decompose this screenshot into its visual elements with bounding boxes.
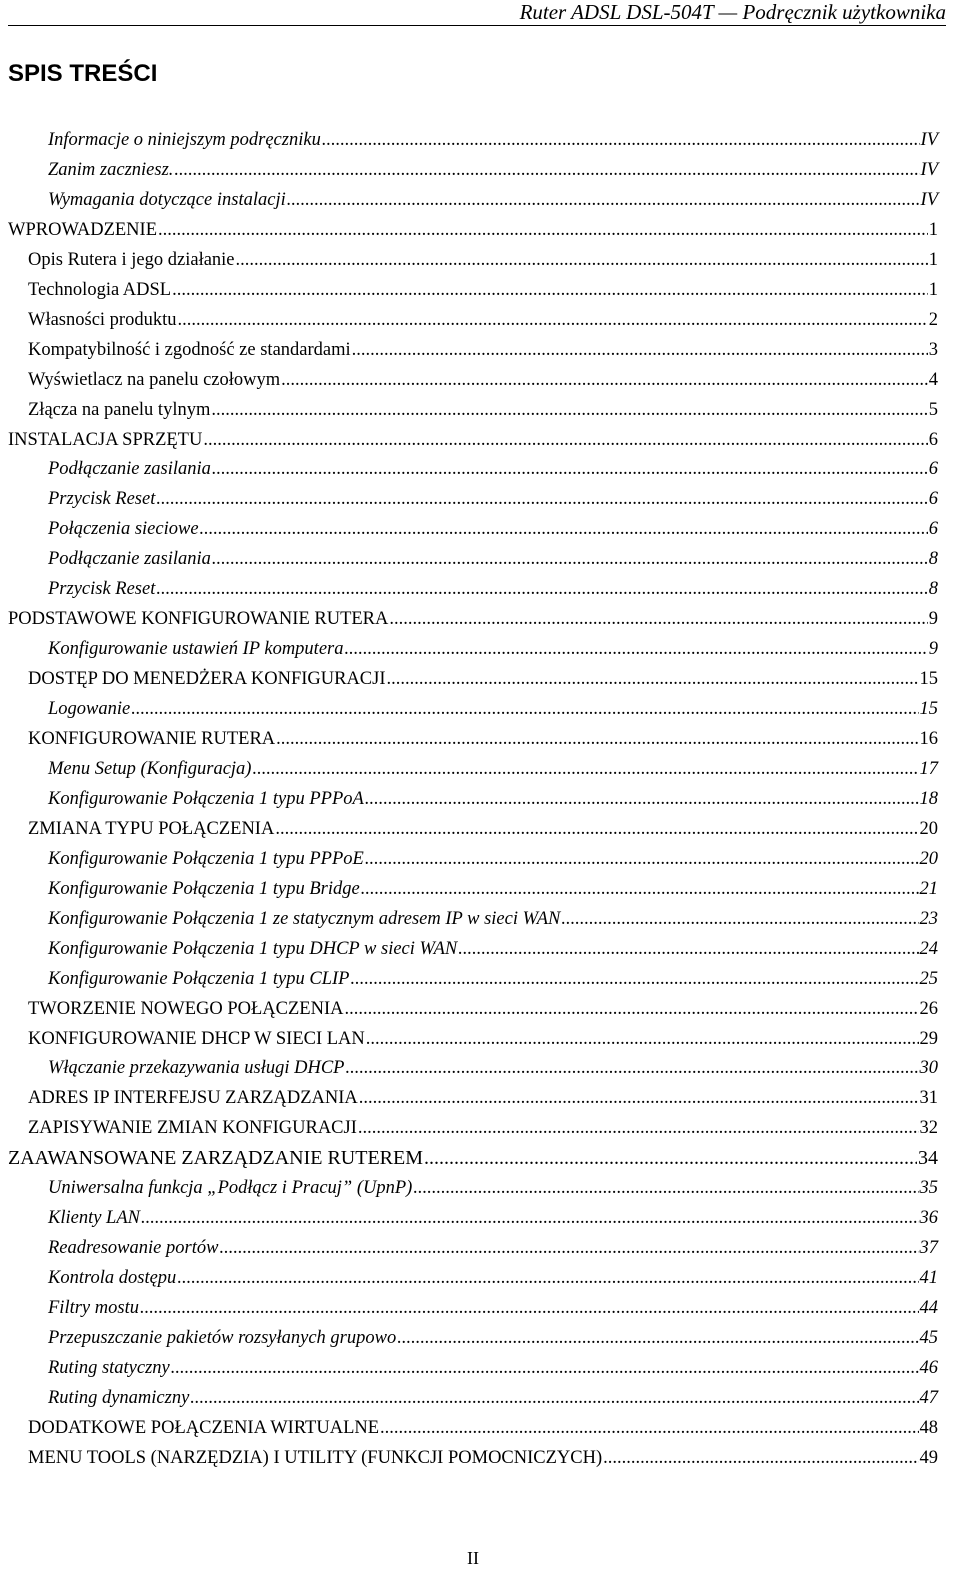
toc-entry-title: Ruting statyczny bbox=[48, 1357, 170, 1378]
toc-entry-title: Konfigurowanie ustawień IP komputera bbox=[48, 639, 344, 660]
toc-leader-dots bbox=[389, 607, 927, 631]
toc-entry-page: 24 bbox=[919, 938, 938, 959]
toc-entry-title: Informacje o niniejszym podręczniku bbox=[48, 130, 321, 150]
toc-leader-dots bbox=[236, 248, 928, 272]
toc-entry-page: 18 bbox=[919, 788, 938, 809]
toc-entry-title: Readresowanie portów bbox=[48, 1238, 219, 1259]
toc-leader-dots bbox=[172, 278, 928, 302]
toc-leader-dots bbox=[365, 787, 919, 811]
toc-entry-page: 17 bbox=[919, 758, 938, 779]
toc-entry-page: IV bbox=[920, 159, 938, 180]
toc-entry-title: Połączenia sieciowe bbox=[48, 519, 199, 540]
toc-entry-page: 47 bbox=[919, 1387, 938, 1408]
toc-leader-dots bbox=[344, 997, 918, 1021]
toc-entry-page: 20 bbox=[919, 848, 938, 869]
toc-entry-page: 45 bbox=[919, 1328, 938, 1348]
toc-entry-page: 26 bbox=[919, 998, 938, 1019]
toc-entry-title: ADRES IP INTERFEJSU ZARZĄDZANIA bbox=[28, 1088, 358, 1109]
toc-entry-title: Podłączanie zasilania bbox=[48, 459, 211, 480]
toc-entry[interactable] bbox=[28, 1086, 938, 1110]
toc-entry[interactable] bbox=[48, 787, 938, 811]
toc-entry-page: 2 bbox=[928, 309, 938, 330]
toc-entry-page: 6 bbox=[928, 459, 938, 480]
toc-leader-dots bbox=[203, 428, 927, 452]
toc-entry-page: 30 bbox=[919, 1058, 938, 1079]
toc-entry-page: 5 bbox=[928, 399, 938, 420]
toc-entry-title: Wyświetlacz na panelu czołowym bbox=[28, 369, 281, 390]
toc-entry[interactable] bbox=[48, 158, 938, 182]
page-title: SPIS TREŚCI bbox=[8, 60, 158, 87]
toc-leader-dots bbox=[140, 1296, 919, 1320]
toc-entry-page: 29 bbox=[919, 1028, 938, 1049]
toc-entry-title: Konfigurowanie Połączenia 1 typu PPPoE bbox=[48, 848, 364, 869]
toc-entry-page: 4 bbox=[928, 369, 938, 390]
toc-entry-title: Przepuszczanie pakietów rozsyłanych grupowo bbox=[48, 1328, 397, 1348]
toc-entry[interactable] bbox=[8, 1146, 938, 1170]
toc-leader-dots bbox=[178, 308, 928, 332]
toc-leader-dots bbox=[361, 877, 919, 901]
toc-entry-page: 15 bbox=[919, 669, 938, 690]
toc-leader-dots bbox=[156, 577, 927, 601]
toc-entry-title: Logowanie bbox=[48, 699, 131, 720]
toc-entry-title: Wymagania dotyczące instalacji bbox=[48, 189, 286, 210]
toc-entry-page: IV bbox=[920, 189, 938, 210]
toc-entry[interactable] bbox=[48, 1176, 938, 1200]
toc-entry-title: Złącza na panelu tylnym bbox=[28, 399, 211, 420]
toc-entry[interactable] bbox=[48, 188, 938, 212]
toc-entry[interactable] bbox=[48, 517, 938, 541]
toc-entry[interactable] bbox=[48, 877, 938, 901]
toc-entry[interactable] bbox=[48, 1206, 938, 1230]
toc-entry-title: KONFIGUROWANIE DHCP W SIECI LAN bbox=[28, 1028, 365, 1049]
toc-entry[interactable] bbox=[48, 847, 938, 871]
toc-leader-dots bbox=[397, 1326, 918, 1350]
toc-entry-page: 20 bbox=[919, 818, 938, 839]
toc-entry-page: 6 bbox=[928, 489, 938, 510]
toc-entry[interactable] bbox=[48, 457, 938, 481]
toc-entry-title: Konfigurowanie Połączenia 1 typu Bridge bbox=[48, 878, 360, 899]
toc-entry-page: 1 bbox=[928, 279, 938, 300]
page-number: II bbox=[467, 1548, 479, 1568]
toc-leader-dots bbox=[131, 697, 918, 721]
toc-leader-dots bbox=[346, 1056, 919, 1080]
toc-entry-page: 37 bbox=[919, 1238, 938, 1259]
toc-leader-dots bbox=[190, 1386, 918, 1410]
toc-entry-page: 8 bbox=[928, 579, 938, 600]
toc-entry-page: 1 bbox=[928, 219, 938, 240]
toc-entry[interactable] bbox=[28, 817, 938, 841]
toc-entry-title: Kontrola dostępu bbox=[48, 1268, 177, 1289]
toc-leader-dots bbox=[365, 847, 919, 871]
toc-leader-dots bbox=[281, 368, 928, 392]
toc-entry[interactable] bbox=[8, 218, 938, 242]
toc-entry-title: TWORZENIE NOWEGO POŁĄCZENIA bbox=[28, 998, 344, 1019]
toc-entry-page: 9 bbox=[928, 609, 938, 630]
toc-entry-page: 15 bbox=[919, 699, 938, 720]
toc-entry-title: Klienty LAN bbox=[48, 1208, 140, 1229]
toc-entry-page: 44 bbox=[919, 1298, 938, 1319]
toc-entry-page: 31 bbox=[919, 1088, 938, 1109]
toc-entry-page: 1 bbox=[928, 249, 938, 270]
toc-entry-title: KONFIGUROWANIE RUTERA bbox=[28, 729, 276, 749]
toc-leader-dots bbox=[344, 637, 927, 661]
toc-entry-page: 16 bbox=[919, 729, 938, 749]
toc-entry-title: Przycisk Reset bbox=[48, 489, 156, 510]
toc-entry[interactable] bbox=[28, 1116, 938, 1140]
toc-entry[interactable] bbox=[48, 128, 938, 152]
toc-entry[interactable] bbox=[8, 428, 938, 452]
toc-leader-dots bbox=[413, 1176, 918, 1200]
toc-leader-dots bbox=[158, 218, 928, 242]
toc-entry-page: 32 bbox=[919, 1118, 938, 1139]
toc-entry-title: WPROWADZENIE bbox=[8, 219, 158, 240]
toc-leader-dots bbox=[358, 1116, 919, 1140]
toc-entry-page: 3 bbox=[928, 339, 938, 360]
toc-entry-page: 49 bbox=[919, 1447, 938, 1468]
toc-entry-page: 21 bbox=[919, 878, 938, 899]
toc-entry-page: 48 bbox=[919, 1417, 938, 1438]
toc-entry[interactable] bbox=[48, 1266, 938, 1290]
toc-entry-title: Konfigurowanie Połączenia 1 typu CLIP bbox=[48, 968, 350, 989]
toc-entry-title: Własności produktu bbox=[28, 309, 177, 330]
toc-entry-title: Ruting dynamiczny bbox=[48, 1387, 190, 1408]
toc-entry[interactable] bbox=[28, 1446, 938, 1470]
toc-leader-dots bbox=[156, 487, 927, 511]
toc-entry-page: 34 bbox=[918, 1147, 938, 1170]
toc-entry[interactable] bbox=[28, 308, 938, 332]
toc-leader-dots bbox=[212, 547, 928, 571]
toc-leader-dots bbox=[141, 1206, 919, 1230]
toc-entry-page: 23 bbox=[919, 908, 938, 929]
toc-entry-title: Technologia ADSL bbox=[28, 279, 172, 300]
toc-entry-title: Zanim zaczniesz. bbox=[48, 159, 174, 180]
toc-entry[interactable] bbox=[28, 338, 938, 362]
toc-entry[interactable] bbox=[48, 1056, 938, 1080]
toc-entry[interactable] bbox=[48, 907, 938, 931]
toc-entry[interactable] bbox=[48, 1236, 938, 1260]
toc-leader-dots bbox=[174, 158, 919, 182]
toc-leader-dots bbox=[212, 457, 928, 481]
toc-entry[interactable] bbox=[28, 1027, 938, 1051]
toc-entry-title: MENU TOOLS (NARZĘDZIA) I UTILITY (FUNKCJI POMOCNICZYCH) bbox=[28, 1447, 603, 1468]
toc-entry-page: 41 bbox=[919, 1268, 938, 1289]
toc-entry-title: Przycisk Reset bbox=[48, 579, 156, 600]
toc-entry-page: 6 bbox=[928, 429, 938, 450]
toc-entry[interactable] bbox=[48, 547, 938, 571]
toc-entry-title: Konfigurowanie Połączenia 1 typu DHCP w sieci WAN bbox=[48, 938, 458, 959]
toc-entry[interactable] bbox=[28, 248, 938, 272]
toc-leader-dots bbox=[287, 188, 920, 212]
toc-leader-dots bbox=[359, 1086, 919, 1110]
toc-entry[interactable] bbox=[48, 487, 938, 511]
toc-entry-title: PODSTAWOWE KONFIGUROWANIE RUTERA bbox=[8, 609, 389, 630]
toc-entry-page: IV bbox=[920, 130, 938, 150]
toc-leader-dots bbox=[322, 128, 920, 152]
toc-entry[interactable] bbox=[28, 398, 938, 422]
toc-entry[interactable] bbox=[48, 967, 938, 991]
toc-entry-title: Opis Rutera i jego działanie bbox=[28, 249, 235, 270]
toc-leader-dots bbox=[252, 757, 918, 781]
toc-leader-dots bbox=[561, 907, 918, 931]
toc-entry[interactable] bbox=[28, 667, 938, 691]
toc-entry[interactable] bbox=[48, 1356, 938, 1380]
toc-leader-dots bbox=[211, 398, 927, 422]
toc-leader-dots bbox=[366, 1027, 919, 1051]
toc-entry-page: 46 bbox=[919, 1357, 938, 1378]
toc-leader-dots bbox=[350, 967, 918, 991]
toc-entry-page: 25 bbox=[919, 968, 938, 989]
toc-leader-dots bbox=[424, 1146, 917, 1170]
toc-leader-dots bbox=[458, 937, 918, 961]
toc-entry[interactable] bbox=[28, 727, 938, 751]
toc-leader-dots bbox=[177, 1266, 918, 1290]
toc-entry-page: 6 bbox=[928, 519, 938, 540]
toc-entry[interactable] bbox=[48, 637, 938, 661]
toc-entry-title: Filtry mostu bbox=[48, 1298, 139, 1319]
toc-leader-dots bbox=[275, 817, 918, 841]
toc-entry[interactable] bbox=[48, 697, 938, 721]
header-rule bbox=[8, 25, 946, 26]
toc-leader-dots bbox=[380, 1416, 918, 1440]
toc-entry-title: Konfigurowanie Połączenia 1 typu PPPoA bbox=[48, 788, 364, 809]
toc-entry[interactable] bbox=[48, 757, 938, 781]
toc-entry-page: 35 bbox=[919, 1178, 938, 1199]
toc-leader-dots bbox=[276, 727, 918, 751]
toc-entry[interactable] bbox=[28, 1416, 938, 1440]
toc-entry[interactable] bbox=[8, 607, 938, 631]
toc-entry-title: Konfigurowanie Połączenia 1 ze statycznym adresem IP w sieci WAN bbox=[48, 908, 561, 929]
toc-entry-title: Kompatybilność i zgodność ze standardami bbox=[28, 339, 351, 360]
toc-entry-title: Menu Setup (Konfiguracja) bbox=[48, 758, 252, 779]
toc-entry[interactable] bbox=[48, 1326, 938, 1350]
toc-entry-title: Włączanie przekazywania usługi DHCP bbox=[48, 1058, 345, 1079]
toc-leader-dots bbox=[171, 1356, 919, 1380]
toc-entry-title: ZAAWANSOWANE ZARZĄDZANIE RUTEREM bbox=[8, 1147, 424, 1170]
toc-entry[interactable] bbox=[48, 577, 938, 601]
running-head: Ruter ADSL DSL-504T — Podręcznik użytkownika bbox=[519, 0, 946, 24]
toc-entry[interactable] bbox=[28, 997, 938, 1021]
toc-entry-page: 36 bbox=[919, 1208, 938, 1229]
toc-leader-dots bbox=[200, 517, 928, 541]
toc-entry[interactable] bbox=[28, 278, 938, 302]
toc-entry-title: ZAPISYWANIE ZMIAN KONFIGURACJI bbox=[28, 1118, 357, 1139]
toc-leader-dots bbox=[352, 338, 928, 362]
toc-entry[interactable] bbox=[48, 1386, 938, 1410]
toc-leader-dots bbox=[603, 1446, 918, 1470]
toc-entry-page: 9 bbox=[928, 639, 938, 660]
toc-entry[interactable] bbox=[48, 937, 938, 961]
toc-leader-dots bbox=[219, 1236, 918, 1260]
toc-entry-title: ZMIANA TYPU POŁĄCZENIA bbox=[28, 818, 275, 839]
toc-entry-title: Podłączanie zasilania bbox=[48, 549, 211, 570]
toc-entry-title: DOSTĘP DO MENEDŻERA KONFIGURACJI bbox=[28, 669, 386, 690]
toc-entry-page: 8 bbox=[928, 549, 938, 570]
toc-entry-title: DODATKOWE POŁĄCZENIA WIRTUALNE bbox=[28, 1417, 380, 1438]
toc-leader-dots bbox=[387, 667, 919, 691]
toc-entry-title: INSTALACJA SPRZĘTU bbox=[8, 429, 203, 450]
toc-entry[interactable] bbox=[28, 368, 938, 392]
toc-entry-title: Uniwersalna funkcja „Podłącz i Pracuj” (UpnP) bbox=[48, 1178, 413, 1199]
toc-entry[interactable] bbox=[48, 1296, 938, 1320]
